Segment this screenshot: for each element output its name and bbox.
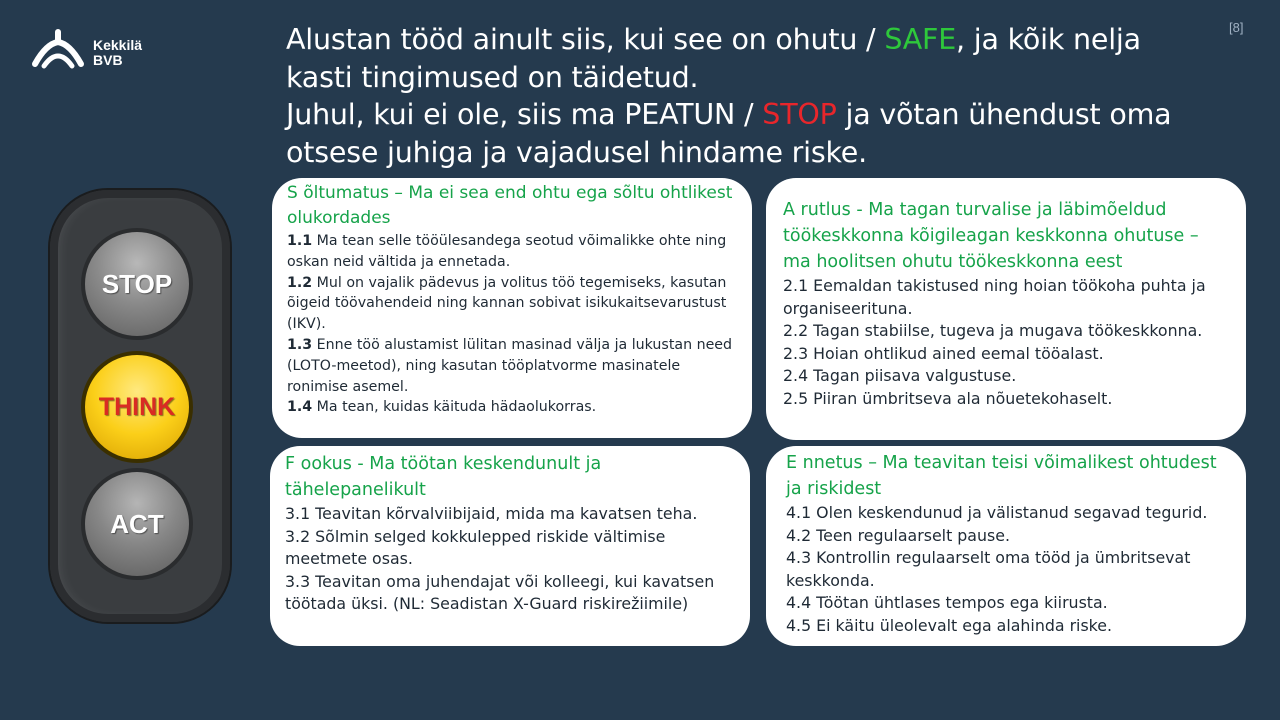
card-item: 2.5 Piiran ümbritseva ala nõuetekohaselt. (783, 388, 1113, 408)
card-fookus (270, 446, 750, 646)
card-item (287, 335, 740, 397)
item-number: 1.1 (287, 233, 313, 249)
card-item: 2.1 Eemaldan takistused ning hoian töökoha puhta ja organiseerituna. (783, 276, 1206, 318)
card-title-line: töökeskkonna kõigileagan keskkonna ohutuse – (783, 226, 1199, 246)
headline-text: ja võtan ühendust oma (836, 98, 1172, 131)
act-lamp (81, 468, 193, 580)
headline-line-4: otsese juhiga ja vajadusel hindame riske. (286, 135, 868, 169)
headline-line-3 (286, 96, 1246, 134)
card-item: 4.5 Ei käitu üleolevalt ega alahinda riske. (786, 615, 1113, 635)
headline-text: , ja kõik nelja (956, 23, 1141, 56)
think-lamp-label: THINK (98, 392, 176, 421)
stop-word: STOP (762, 98, 837, 131)
logo-text (93, 38, 142, 68)
headline-line-1 (286, 21, 1246, 59)
card-item: 3.2 Sõlmin selged kokkulepped riskide vältimise meetmete osas. (285, 526, 666, 568)
item-number: 1.2 (287, 274, 313, 291)
stop-lamp-label: STOP (101, 268, 173, 299)
think-lamp (81, 351, 193, 463)
item-text: Enne töö alustamist lülitan masinad välja ja lukustan need (LOTO-meetod), ning kasutan tööplatvorme masinatele ronimise asemel. (287, 336, 733, 395)
item-number: 1.3 (287, 336, 313, 353)
card-item: 4.4 Töötan ühtlases tempos ega kiirusta. (786, 593, 1108, 612)
card-title: S õltumatus – Ma ei sea end ohtu ega sõltu ohtlikest olukordades (287, 183, 733, 228)
card-item: 2.3 Hoian ohtlikud ained eemal tööalast. (783, 343, 1104, 363)
traffic-light (48, 188, 230, 622)
card-title-line: A rutlus - Ma tagan turvalise ja läbimõeldud (783, 200, 1167, 220)
card-item: 2.4 Tagan piisava valgustuse. (783, 366, 1017, 385)
slide-number: [8] (1229, 20, 1244, 35)
stop-lamp (81, 228, 193, 340)
card-ennetus (766, 446, 1246, 646)
headline-line-2: kasti tingimused on täidetud. (286, 60, 699, 94)
card-title: E nnetus – Ma teavitan teisi võimalikest ohtudest ja riskidest (786, 453, 1217, 499)
card-item: 4.2 Teen regulaarselt pause. (786, 525, 1010, 545)
card-item (287, 397, 740, 418)
item-text: Mul on vajalik pädevus ja volitus töö tegemiseks, kasutan õigeid töövahendeid ning kannan sobivat isikukaitsevarustust (IKV). (287, 274, 727, 333)
headline-text: Juhul, kui ei ole, siis ma PEATUN / (286, 98, 763, 131)
item-text: Ma tean selle tööülesandega seotud võimalikke ohte ning oskan neid vältida ja ennetada. (287, 233, 727, 270)
logo-line-1: Kekkilä (93, 37, 143, 53)
card-item (287, 273, 740, 335)
card-soltumatus (272, 178, 752, 438)
card-title: F ookus - Ma töötan keskendunult ja tähelepanelikult (285, 454, 602, 500)
card-item: 2.2 Tagan stabiilse, tugeva ja mugava töökeskkonna. (783, 321, 1203, 340)
card-item: 3.3 Teavitan oma juhendajat või kolleegi, kui kavatsen töötada üksi. (NL: Seadistan X-Guard riskirežiimile) (285, 571, 715, 613)
logo-mark-icon (30, 28, 86, 72)
act-lamp-label: ACT (110, 508, 164, 539)
card-title-line: ma hoolitsen ohutu töökeskkonna eest (783, 252, 1123, 272)
card-item: 3.1 Teavitan kõrvalviibijaid, mida ma kavatsen teha. (285, 504, 698, 523)
card-item: 4.1 Olen keskendunud ja välistanud segavad tegurid. (786, 503, 1208, 522)
item-text: Ma tean, kuidas käituda hädaolukorras. (312, 399, 597, 416)
kekkila-bvb-logo (30, 28, 170, 78)
item-number: 1.4 (287, 399, 313, 416)
card-item (287, 231, 740, 273)
card-item: 4.3 Kontrollin regulaarselt oma tööd ja ümbritsevat keskkonda. (786, 548, 1191, 590)
headline-text: Alustan tööd ainult siis, kui see on ohutu / (286, 23, 885, 56)
card-arutlus (766, 178, 1246, 440)
headline (286, 21, 1246, 171)
safe-word: SAFE (884, 23, 957, 56)
logo-line-2: BVB (93, 52, 123, 68)
